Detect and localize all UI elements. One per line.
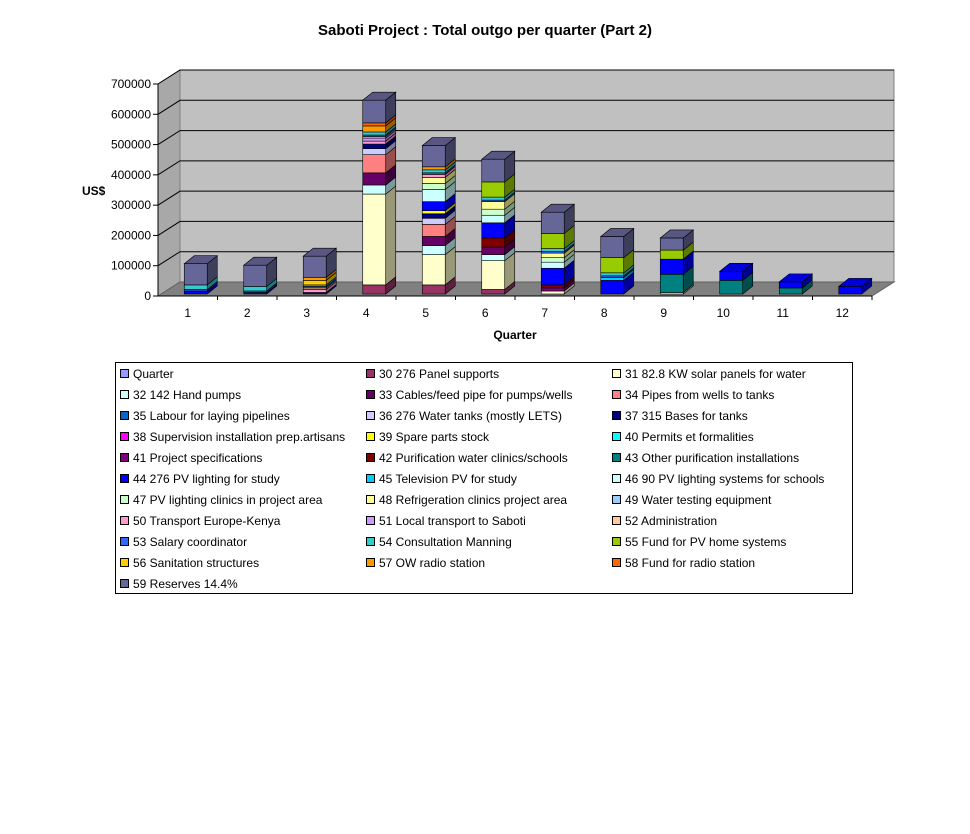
legend-item: [366, 491, 567, 509]
legend-item: [612, 491, 771, 509]
legend-item: [366, 449, 568, 467]
y-tick-label: 500000: [110, 137, 151, 152]
bar-face: [303, 280, 326, 285]
x-tick-label: 8: [600, 306, 608, 320]
legend-label: 45 Television PV for study: [379, 472, 517, 486]
legend-label: 56 Sanitation structures: [133, 556, 260, 570]
x-tick-label: 10: [716, 306, 730, 320]
bar-face: [184, 285, 207, 290]
legend-label: 37 315 Bases for tanks: [625, 409, 748, 423]
bar-face: [363, 194, 386, 285]
bar-segment: [363, 186, 396, 285]
bar-face: [541, 249, 564, 252]
bar-face: [541, 212, 564, 233]
y-tick-label: 300000: [110, 198, 151, 213]
y-tick-label: 200000: [110, 228, 151, 243]
legend-swatch: [366, 369, 375, 378]
bar-face: [660, 238, 683, 250]
bar-face: [720, 280, 743, 294]
bar-face: [422, 285, 445, 294]
legend: [115, 362, 853, 594]
bar-face: [541, 262, 564, 268]
legend-item: [120, 470, 280, 488]
x-tick-label: 1: [184, 306, 192, 320]
bar-face: [422, 236, 445, 245]
legend-swatch: [366, 390, 375, 399]
bar-face: [303, 289, 326, 292]
legend-swatch: [366, 516, 375, 525]
bar-face: [363, 285, 386, 294]
bar-face: [303, 277, 326, 280]
legend-swatch: [612, 369, 621, 378]
bar-face: [541, 291, 564, 294]
bar-face: [422, 177, 445, 183]
x-tick-label: 4: [362, 306, 370, 320]
legend-label: 55 Fund for PV home systems: [625, 535, 787, 549]
bar-face: [482, 159, 505, 182]
legend-swatch: [366, 453, 375, 462]
bar-face: [303, 256, 326, 277]
bar-face: [660, 250, 683, 259]
legend-swatch: [120, 369, 129, 378]
x-axis-label: Quarter: [493, 328, 537, 342]
legend-item: [120, 533, 247, 551]
bar-face: [422, 170, 445, 173]
bar-face: [422, 183, 445, 189]
legend-swatch: [612, 390, 621, 399]
legend-item: [366, 533, 512, 551]
bar-face: [363, 149, 386, 155]
legend-label: 54 Consultation Manning: [379, 535, 512, 549]
legend-swatch: [612, 537, 621, 546]
legend-swatch: [120, 516, 129, 525]
legend-label: 33 Cables/feed pipe for pumps/wells: [379, 388, 573, 402]
bar-face: [601, 277, 624, 280]
legend-swatch: [120, 432, 129, 441]
bar-face: [422, 190, 445, 202]
legend-label: 36 276 Water tanks (mostly LETS): [379, 409, 562, 423]
bar-face: [779, 282, 802, 288]
x-tick-label: 3: [303, 306, 311, 320]
bar-face: [184, 291, 207, 294]
bar-face: [541, 258, 564, 263]
legend-swatch: [612, 474, 621, 483]
bar-face: [422, 146, 445, 167]
bar-face: [601, 273, 624, 276]
bar-face: [720, 271, 743, 280]
x-tick-label: 7: [541, 306, 549, 320]
legend-label: 47 PV lighting clinics in project area: [133, 493, 323, 507]
legend-swatch: [120, 537, 129, 546]
bar-face: [541, 253, 564, 258]
bar-face: [422, 246, 445, 255]
bar-face: [601, 258, 624, 273]
chart-title: Saboti Project : Total outgo per quarter (Part 2): [318, 22, 652, 39]
legend-item: [612, 365, 806, 383]
legend-label: 50 Transport Europe-Kenya: [133, 514, 281, 528]
bar-face: [422, 174, 445, 177]
bar-face: [482, 261, 505, 290]
legend-label: 31 82.8 KW solar panels for water: [625, 367, 806, 381]
legend-label: 39 Spare parts stock: [379, 430, 490, 444]
legend-swatch: [612, 558, 621, 567]
bar-face: [363, 132, 386, 135]
x-tick-label: 5: [422, 306, 430, 320]
legend-item: [366, 470, 517, 488]
legend-item: [612, 428, 754, 446]
legend-swatch: [120, 453, 129, 462]
legend-swatch: [120, 558, 129, 567]
bar-face: [482, 289, 505, 294]
x-tick-label: 12: [835, 306, 849, 320]
legend-label: 35 Labour for laying pipelines: [133, 409, 290, 423]
legend-swatch: [612, 411, 621, 420]
legend-item: [120, 428, 345, 446]
bar-face: [422, 214, 445, 219]
legend-swatch: [612, 432, 621, 441]
bar-face: [244, 286, 267, 291]
legend-swatch: [120, 411, 129, 420]
legend-swatch: [612, 453, 621, 462]
legend-label: 58 Fund for radio station: [625, 556, 756, 570]
bar-face: [541, 268, 564, 285]
y-tick-label: 600000: [110, 107, 151, 122]
legend-item: [120, 575, 238, 593]
legend-swatch: [120, 390, 129, 399]
legend-label: 49 Water testing equipment: [625, 493, 772, 507]
y-tick-label: 100000: [110, 258, 151, 273]
bar-face: [482, 202, 505, 210]
bar-face: [482, 182, 505, 197]
legend-swatch: [366, 537, 375, 546]
legend-item: [366, 386, 572, 404]
legend-swatch: [120, 579, 129, 588]
bar-face: [482, 209, 505, 215]
bar-face: [482, 238, 505, 247]
x-tick-label: 6: [481, 306, 489, 320]
legend-label: 42 Purification water clinics/schools: [379, 451, 568, 465]
legend-item: [120, 365, 174, 383]
y-tick-label: 0: [144, 289, 151, 303]
bar-face: [839, 286, 862, 294]
legend-item: [120, 554, 259, 572]
legend-label: 43 Other purification installations: [625, 451, 800, 465]
bar-face: [422, 218, 445, 224]
legend-item: [120, 407, 290, 425]
legend-label: 32 142 Hand pumps: [133, 388, 242, 402]
legend-label: 53 Salary coordinator: [133, 535, 248, 549]
legend-label: Quarter: [133, 367, 174, 381]
bar-face: [482, 197, 505, 200]
y-tick-label: 400000: [110, 167, 151, 182]
bar-face: [601, 280, 624, 294]
legend-label: 57 OW radio station: [379, 556, 486, 570]
bar-face: [363, 138, 386, 141]
bar-face: [541, 288, 564, 291]
bar-face: [363, 173, 386, 185]
bar-face: [422, 224, 445, 236]
legend-item: [612, 449, 799, 467]
legend-item: [120, 491, 322, 509]
legend-label: 59 Reserves 14.4%: [133, 577, 238, 591]
bar-face: [482, 247, 505, 255]
legend-swatch: [612, 516, 621, 525]
legend-item: [366, 554, 485, 572]
legend-item: [120, 386, 241, 404]
legend-label: 40 Permits et formalities: [625, 430, 754, 444]
plot-side-wall: [158, 70, 180, 296]
legend-item: [612, 386, 774, 404]
bar-face: [244, 265, 267, 286]
legend-item: [366, 407, 562, 425]
x-tick-label: 11: [776, 306, 789, 320]
legend-label: 38 Supervision installation prep.artisans: [133, 430, 346, 444]
bar-face: [422, 255, 445, 285]
legend-item: [612, 554, 755, 572]
bar-face: [541, 233, 564, 248]
bar-face: [601, 236, 624, 257]
legend-item: [366, 428, 489, 446]
legend-swatch: [612, 495, 621, 504]
legend-item: [120, 512, 280, 530]
y-tick-label: 700000: [110, 77, 151, 91]
legend-label: 44 276 PV lighting for study: [133, 472, 280, 486]
plot-back-wall: [180, 70, 894, 282]
legend-label: 34 Pipes from wells to tanks: [625, 388, 775, 402]
bar-face: [184, 264, 207, 285]
bar-face: [363, 100, 386, 123]
legend-swatch: [120, 495, 129, 504]
legend-swatch: [366, 474, 375, 483]
legend-item: [612, 407, 748, 425]
legend-item: [612, 533, 786, 551]
legend-swatch: [366, 411, 375, 420]
bar-face: [482, 255, 505, 261]
legend-label: 51 Local transport to Saboti: [379, 514, 526, 528]
bar-face: [363, 185, 386, 194]
x-tick-label: 9: [660, 306, 668, 320]
legend-label: 30 276 Panel supports: [379, 367, 500, 381]
legend-item: [120, 449, 262, 467]
legend-item: [612, 470, 824, 488]
legend-label: 46 90 PV lighting systems for schools: [625, 472, 825, 486]
legend-item: [366, 512, 526, 530]
bar-face: [541, 285, 564, 288]
bar-face: [422, 202, 445, 211]
legend-swatch: [366, 558, 375, 567]
bar-face: [363, 123, 386, 126]
legend-label: 52 Administration: [625, 514, 718, 528]
bar-face: [660, 259, 683, 274]
bar-face: [660, 274, 683, 292]
legend-swatch: [366, 495, 375, 504]
legend-label: 41 Project specifications: [133, 451, 263, 465]
bar-face: [363, 144, 386, 149]
legend-swatch: [366, 432, 375, 441]
bar-face: [482, 215, 505, 223]
bar-side: [386, 186, 396, 285]
legend-item: [612, 512, 717, 530]
legend-label: 48 Refrigeration clinics project area: [379, 493, 568, 507]
x-tick-label: 2: [243, 306, 251, 320]
bar-face: [422, 211, 445, 214]
y-axis-label: US$: [82, 184, 106, 198]
bar-face: [363, 141, 386, 144]
bar-face: [422, 167, 445, 170]
legend-swatch: [120, 474, 129, 483]
legend-item: [366, 365, 499, 383]
bar-face: [779, 288, 802, 294]
bar-face: [363, 126, 386, 132]
bar-face: [363, 155, 386, 173]
bar-face: [482, 223, 505, 238]
